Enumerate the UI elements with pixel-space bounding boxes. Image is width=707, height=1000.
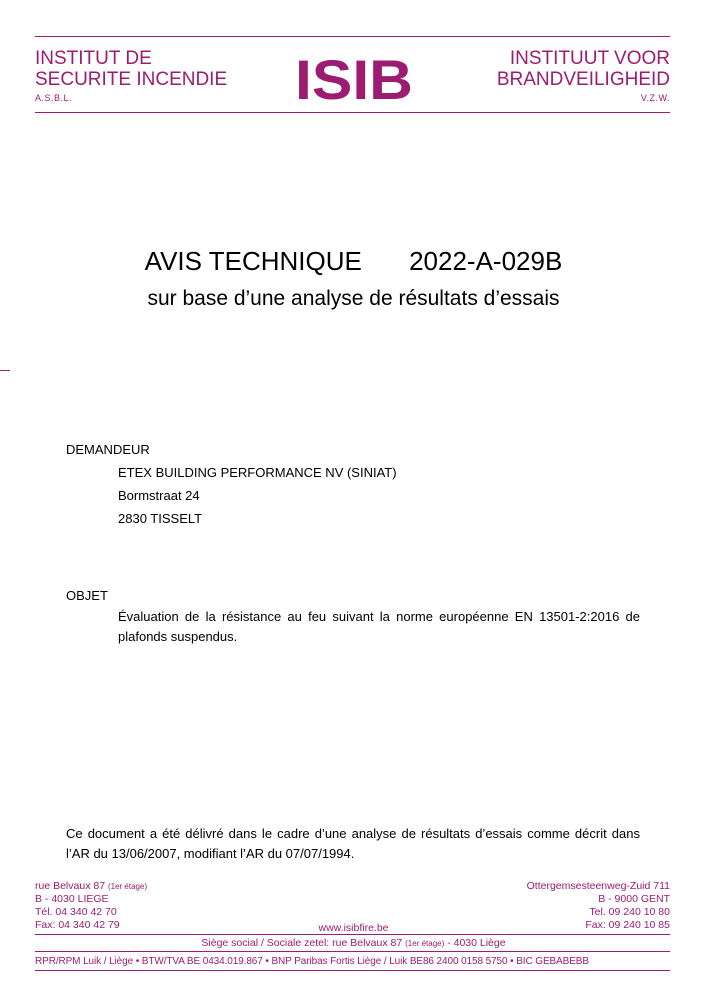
- footer-left-tel: Tél. 04 340 42 70: [35, 906, 117, 918]
- isib-logo-text: ISIB: [295, 48, 413, 106]
- isib-logo: [295, 44, 415, 106]
- footer-rule-1: [35, 934, 670, 935]
- footer-right-fax: Fax: 09 240 10 85: [585, 919, 670, 931]
- header-bottom-rule: [35, 112, 670, 113]
- footer-seat-after: - 4030 Liège: [447, 937, 506, 949]
- margin-tick: [0, 370, 10, 371]
- footer-left-fax: Fax: 04 340 42 79: [35, 919, 120, 931]
- header-right-abbr: V.Z.W.: [640, 93, 670, 103]
- footer-left-street: rue Belvaux 87: [35, 880, 106, 892]
- footer-rule-2: [35, 951, 670, 952]
- footer-left-street-line: [35, 880, 147, 893]
- header-left-line1: INSTITUT DE: [35, 48, 152, 69]
- title-main: AVIS TECHNIQUE: [144, 246, 362, 276]
- document-subtitle: sur base d’une analyse de résultats d’essais: [147, 287, 560, 310]
- header-left-line2: SECURITE INCENDIE: [35, 69, 228, 90]
- footer-legal: RPR/RPM Luik / Liège • BTW/TVA BE 0434.019.867 • BNP Paribas Fortis Liège / Luik BE86 2400 0158 5750 • BIC GEBABEBB: [35, 956, 589, 967]
- footer-seat: [0, 937, 707, 950]
- applicant-street: Bormstraat 24: [118, 488, 200, 503]
- header-right-line2: BRANDVEILIGHEID: [496, 69, 670, 90]
- applicant-name: ETEX BUILDING PERFORMANCE NV (SINIAT): [118, 465, 397, 480]
- header-top-rule: [35, 36, 670, 37]
- object-label: OBJET: [66, 588, 108, 603]
- footer-seat-before: Siège social / Sociale zetel: rue Belvaux 87: [201, 937, 403, 949]
- footer-website[interactable]: www.isibfire.be: [318, 922, 389, 934]
- object-text: Évaluation de la résistance au feu suivant la norme européenne EN 13501-2:2016 de plafonds suspendus.: [118, 609, 640, 644]
- footer-right-city: B - 9000 GENT: [598, 893, 670, 905]
- header-left-abbr: A.S.B.L.: [35, 93, 73, 103]
- document-title: [0, 246, 707, 277]
- footer-left-city: B - 4030 LIEGE: [35, 893, 109, 905]
- applicant-label: DEMANDEUR: [66, 442, 150, 457]
- footer-right-tel: Tel. 09 240 10 80: [589, 906, 670, 918]
- applicant-block: [118, 461, 397, 530]
- footer-rule-3: [35, 970, 670, 971]
- footer-right-address: [527, 880, 670, 932]
- footer-left-floor: (1er étage): [107, 882, 148, 891]
- header-right-block: [497, 48, 670, 103]
- title-number: 2022-A-029B: [409, 246, 563, 276]
- applicant-city: 2830 TISSELT: [118, 511, 203, 526]
- statement-text: Ce document a été délivré dans le cadre d’une analyse de résultats d’essais comme décrit dans l’AR du 13/06/2007, modifiant l’AR du 07/07/1994.: [66, 826, 640, 861]
- header-left-block: [35, 48, 227, 103]
- header-right-line1: INSTITUUT VOOR: [509, 48, 670, 69]
- footer-seat-floor: (1er étage): [405, 939, 445, 948]
- footer-right-street: Ottergemsesteenweg-Zuid 711: [526, 880, 670, 892]
